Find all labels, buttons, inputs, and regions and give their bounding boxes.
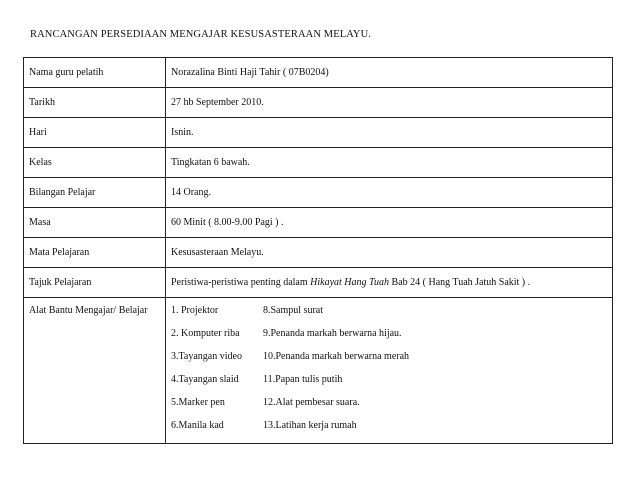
table-row	[24, 298, 613, 444]
row-label-kelas: Kelas	[24, 148, 166, 178]
aid-item-right: 12.Alat pembesar suara.	[263, 397, 360, 408]
aid-item-right: 9.Penanda markah berwarna hijau.	[263, 328, 402, 339]
row-label-nama-guru: Nama guru pelatih	[24, 58, 166, 88]
table-row	[24, 208, 613, 238]
aid-list-item	[171, 351, 607, 374]
table-row	[24, 118, 613, 148]
row-label-mata-pelajaran: Mata Pelajaran	[24, 238, 166, 268]
aid-item-left: 2. Komputer riba	[171, 328, 240, 339]
row-label-masa: Masa	[24, 208, 166, 238]
aid-item-right: 11.Papan tulis putih	[263, 374, 343, 385]
row-value-mata-pelajaran: Kesusasteraan Melayu.	[166, 238, 613, 268]
aid-item-right: 10.Penanda markah berwarna merah	[263, 351, 410, 362]
aid-item-left: 5.Marker pen	[171, 397, 225, 408]
aid-list-item	[171, 420, 607, 443]
table-row	[24, 178, 613, 208]
row-value-alat-bantu	[166, 298, 613, 444]
aid-item-left: 1. Projektor	[171, 305, 219, 316]
aid-list-item	[171, 305, 607, 328]
table-row	[24, 238, 613, 268]
tajuk-suffix: Bab 24 ( Hang Tuah Jatuh Sakit ) .	[389, 277, 531, 288]
aid-item-right: 13.Latihan kerja rumah	[263, 420, 357, 431]
row-value-kelas: Tingkatan 6 bawah.	[166, 148, 613, 178]
aid-list-item	[171, 328, 607, 351]
table-row	[24, 88, 613, 118]
row-value-nama-guru: Norazalina Binti Haji Tahir ( 07B0204)	[166, 58, 613, 88]
aid-item-left: 3.Tayangan video	[171, 351, 242, 362]
row-value-tajuk-pelajaran	[166, 268, 613, 298]
row-value-masa: 60 Minit ( 8.00-9.00 Pagi ) .	[166, 208, 613, 238]
table-row	[24, 268, 613, 298]
aid-list-item	[171, 374, 607, 397]
row-label-tarikh: Tarikh	[24, 88, 166, 118]
row-label-tajuk-pelajaran: Tajuk Pelajaran	[24, 268, 166, 298]
table-row	[24, 148, 613, 178]
aid-item-right: 8.Sampul surat	[263, 305, 323, 316]
tajuk-prefix: Peristiwa-peristiwa penting dalam	[171, 277, 311, 288]
row-label-bilangan-pelajar: Bilangan Pelajar	[24, 178, 166, 208]
aid-item-left: 6.Manila kad	[171, 420, 224, 431]
row-value-tarikh: 27 hb September 2010.	[166, 88, 613, 118]
row-label-alat-bantu: Alat Bantu Mengajar/ Belajar	[24, 298, 166, 444]
document-title: RANCANGAN PERSEDIAAN MENGAJAR KESUSASTERAAN MELAYU.	[30, 29, 372, 40]
aid-list-item	[171, 397, 607, 420]
row-value-bilangan-pelajar: 14 Orang.	[166, 178, 613, 208]
tajuk-italic-title: Hikayat Hang Tuah	[310, 277, 390, 288]
table-row	[24, 58, 613, 88]
row-value-hari: Isnin.	[166, 118, 613, 148]
row-label-hari: Hari	[24, 118, 166, 148]
lesson-plan-table	[23, 57, 613, 444]
aid-item-left: 4.Tayangan slaid	[171, 374, 239, 385]
